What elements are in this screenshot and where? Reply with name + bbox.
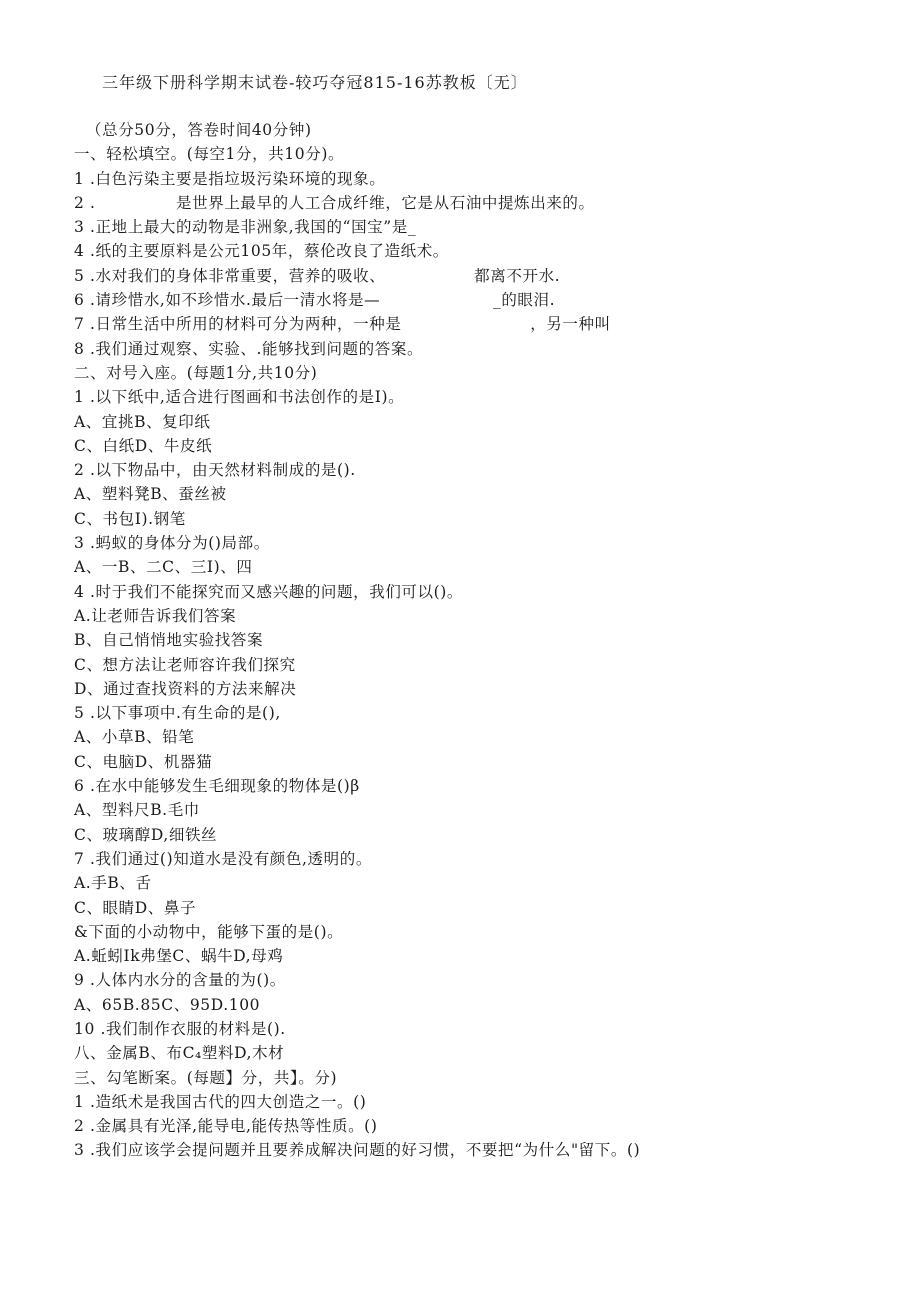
exam-line: A、一B、二C、三I)、四: [74, 558, 253, 577]
exam-line: 1 .以下纸中,适合进行图画和书法创作的是I)。: [74, 388, 405, 407]
exam-line: B、自己悄悄地实验找答案: [74, 631, 264, 650]
exam-line: 6 .在水中能够发生毛细现象的物体是()β: [74, 777, 360, 796]
exam-line: 3 .蚂蚁的身体分为()局部。: [74, 534, 270, 553]
exam-line: 3 .我们应该学会提问题并且要养成解决问题的好习惯，不要把“为什么"留下。(): [74, 1141, 641, 1160]
exam-line: C、白纸D、牛皮纸: [74, 436, 213, 455]
document-title: 三年级下册科学期末试卷-较巧夺冠815-16苏教板〔无〕: [102, 73, 528, 92]
exam-line: 2 . 是世界上最早的人工合成纤维，它是从石油中提炼出来的。: [74, 193, 595, 212]
exam-line: A、小草B、铅笔: [74, 728, 195, 747]
exam-line: 9 .人体内水分的含量的为()。: [74, 971, 286, 990]
exam-line: C、眼睛D、鼻子: [74, 898, 197, 917]
exam-body: [74, 118, 874, 1163]
exam-line: 10 .我们制作衣服的材料是().: [74, 1019, 286, 1038]
exam-line: C、书包I).钢笔: [74, 509, 186, 528]
exam-line: A、宜挑B、复印纸: [74, 412, 211, 431]
exam-line: A、型料尺B.毛巾: [74, 801, 200, 820]
exam-line: A.蚯蚓Ik弗堡C、蜗牛D,母鸡: [74, 947, 284, 966]
exam-line: 八、金属B、布C₄塑料D,木材: [74, 1044, 285, 1063]
exam-line: A、65B.85C、95D.100: [74, 995, 261, 1014]
exam-line: 7 .我们通过()知道水是没有颜色,透明的。: [74, 849, 372, 868]
exam-line: 4 .时于我们不能探究而又感兴趣的问题，我们可以()。: [74, 582, 464, 601]
exam-line: 7 .日常生活中所用的材料可分为两种，一种是 ，另一种叫: [74, 315, 611, 334]
exam-line: 8 .我们通过观察、实验、.能够找到问题的答案。: [74, 339, 424, 358]
exam-line: （总分50分，答卷时间40分钟): [86, 121, 312, 139]
exam-line: A.手B、舌: [74, 874, 152, 893]
exam-line: 3 .正地上最大的动物是非洲象,我国的“国宝”是_: [74, 218, 417, 237]
exam-line: 三、勾笔断案。(每题】分，共】。分): [74, 1068, 338, 1087]
exam-line: A、塑料凳B、蚕丝被: [74, 485, 227, 504]
exam-line: 5 .水对我们的身体非常重要，营养的吸收、 都离不开水.: [74, 266, 561, 285]
exam-line: 一、轻松填空。(每空1分，共10分)。: [74, 145, 345, 164]
exam-line: C、玻璃醇D,细铁丝: [74, 825, 218, 844]
exam-line: C、电脑D、机器猫: [74, 752, 213, 771]
exam-line: C、想方法让老师容许我们探究: [74, 655, 296, 674]
exam-line: 4 .纸的主要原料是公元105年，蔡伦改良了造纸术。: [74, 242, 449, 261]
exam-line: 二、对号入座。(每题1分,共10分): [74, 363, 318, 382]
exam-line: 1 .白色污染主要是指垃圾污染环境的现象。: [74, 169, 386, 188]
exam-line: &下面的小动物中，能够下蛋的是()。: [74, 922, 344, 941]
exam-line: 1 .造纸术是我国古代的四大创造之一。(): [74, 1092, 367, 1111]
exam-line: 6 .请珍惜水,如不珍惜水.最后一清水将是— _的眼泪.: [74, 291, 556, 310]
exam-line: A.让老师告诉我们答案: [74, 606, 237, 625]
exam-line: 2 .金属具有光泽,能导电,能传热等性质。(): [74, 1117, 378, 1136]
exam-line: 2 .以下物品中，由天然材料制成的是().: [74, 461, 356, 480]
exam-line: 5 .以下事项中.有生命的是(),: [74, 704, 281, 723]
exam-line: D、通过查找资料的方法来解决: [74, 679, 297, 698]
